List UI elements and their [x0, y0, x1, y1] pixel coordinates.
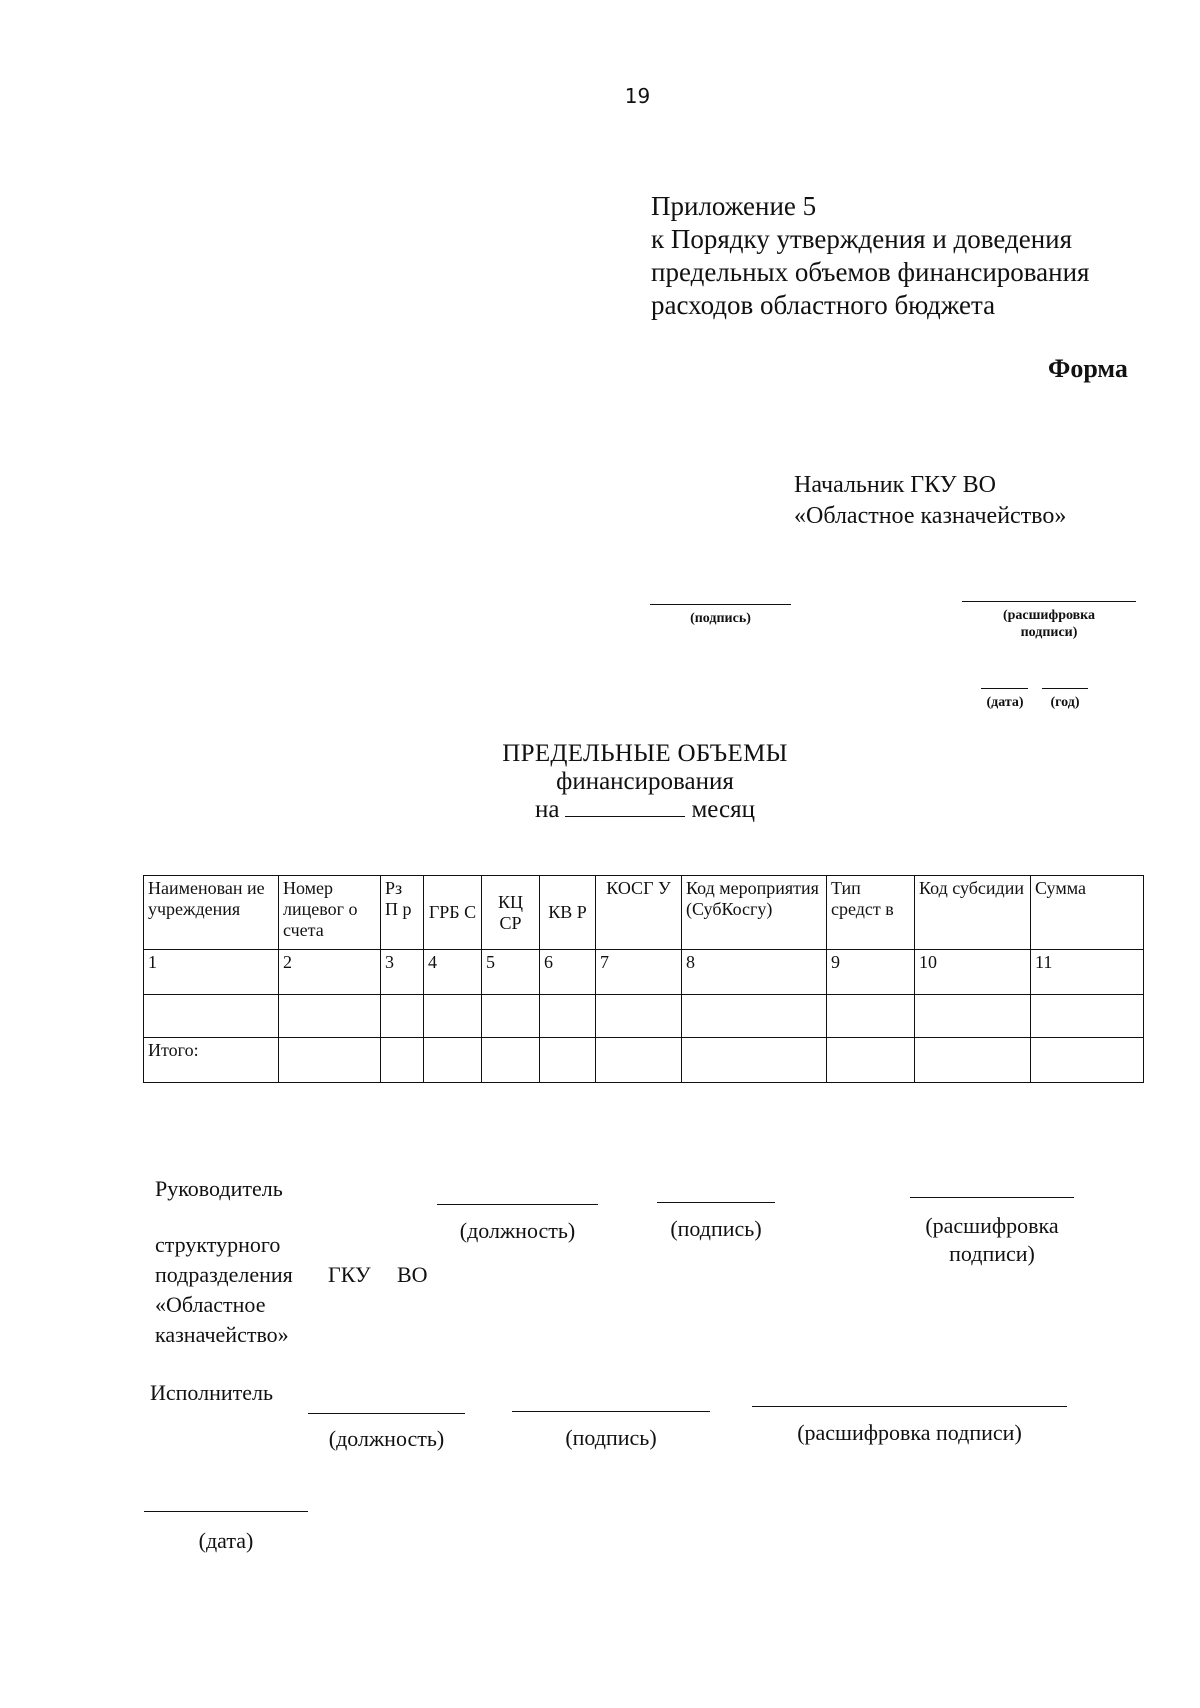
- header-subsidy-code: Код субсидии: [915, 876, 1031, 950]
- table-total-row: [144, 1038, 1144, 1083]
- table-cell[interactable]: [279, 1038, 381, 1083]
- table-cell[interactable]: [381, 1038, 424, 1083]
- col-number: 8: [682, 950, 827, 995]
- col-number: 2: [279, 950, 381, 995]
- approver-block: [794, 470, 1066, 532]
- table-cell[interactable]: [424, 1038, 482, 1083]
- col-number: 6: [540, 950, 596, 995]
- col-number: 10: [915, 950, 1031, 995]
- executor-label: Исполнитель: [150, 1380, 274, 1405]
- table-cell[interactable]: [279, 995, 381, 1038]
- executor-signature-caption: (подпись): [565, 1425, 657, 1450]
- appendix-line-3: предельных объемов финансирования: [651, 257, 1090, 287]
- table-cell[interactable]: [915, 1038, 1031, 1083]
- total-label: Итого:: [144, 1038, 279, 1083]
- table-cell[interactable]: [596, 1038, 682, 1083]
- table-cell[interactable]: [682, 995, 827, 1038]
- title-line-3-suffix: месяц: [691, 796, 755, 823]
- financing-table: [143, 875, 1144, 1083]
- table-cell[interactable]: [1031, 1038, 1144, 1083]
- col-number: 9: [827, 950, 915, 995]
- table-cell[interactable]: [482, 1038, 540, 1083]
- manager-org-1: «Областное: [155, 1292, 266, 1317]
- manager-division: подразделения: [155, 1262, 293, 1287]
- header-rzpr: Рз П р: [381, 876, 424, 950]
- header-kvr: КВ Р: [540, 876, 596, 950]
- appendix-line-2: к Порядку утверждения и доведения: [651, 224, 1073, 254]
- date-caption: (дата): [198, 1528, 254, 1553]
- manager-signature-caption: (подпись): [670, 1216, 762, 1241]
- executor-position-caption: (должность): [328, 1426, 445, 1451]
- header-institution: Наименован ие учреждения: [144, 876, 279, 950]
- table-cell[interactable]: [682, 1038, 827, 1083]
- date-line: [144, 1511, 308, 1512]
- appendix-line-1: Приложение 5: [651, 191, 817, 221]
- approver-year-caption: (год): [1050, 695, 1080, 710]
- manager-vo: ВО: [397, 1262, 428, 1287]
- approver-decode-caption-2: подписи): [1020, 625, 1078, 640]
- manager-decode-caption-1: (расшифровка: [925, 1213, 1059, 1238]
- executor-decode-line: [752, 1406, 1067, 1407]
- table-cell[interactable]: [1031, 995, 1144, 1038]
- approver-date-line: [981, 688, 1028, 689]
- header-kcsr: КЦ СР: [482, 876, 540, 950]
- manager-label: Руководитель: [155, 1176, 283, 1201]
- manager-structural: структурного: [155, 1232, 281, 1257]
- header-fund-type: Тип средст в: [827, 876, 915, 950]
- title-line-3-prefix: на: [535, 796, 560, 823]
- table-cell[interactable]: [827, 995, 915, 1038]
- appendix-line-4: расходов областного бюджета: [651, 290, 996, 320]
- header-grbs: ГРБ С: [424, 876, 482, 950]
- col-number: 5: [482, 950, 540, 995]
- table-cell[interactable]: [915, 995, 1031, 1038]
- manager-decode-caption-2: подписи): [949, 1241, 1035, 1266]
- manager-decode-caption: [900, 1212, 1084, 1268]
- table-cell[interactable]: [482, 995, 540, 1038]
- approver-date-caption: (дата): [986, 695, 1024, 710]
- form-label: Форма: [1048, 354, 1128, 383]
- approver-decode-caption: [962, 607, 1136, 641]
- manager-gku: ГКУ: [328, 1262, 371, 1287]
- col-number: 7: [596, 950, 682, 995]
- table-cell[interactable]: [827, 1038, 915, 1083]
- header-amount: Сумма: [1031, 876, 1144, 950]
- executor-decode-caption: (расшифровка подписи): [797, 1420, 1022, 1445]
- table-cell[interactable]: [424, 995, 482, 1038]
- approver-title: Начальник ГКУ ВО: [794, 472, 996, 498]
- table-cell[interactable]: [381, 995, 424, 1038]
- page-number: 19: [624, 84, 651, 108]
- approver-org: «Областное казначейство»: [794, 503, 1067, 529]
- table-header-row: [144, 876, 1144, 950]
- title-line-1: ПРЕДЕЛЬНЫЕ ОБЪЕМЫ: [502, 740, 788, 767]
- manager-decode-line: [910, 1197, 1074, 1198]
- table-cell[interactable]: [540, 995, 596, 1038]
- manager-position-line: [437, 1204, 598, 1205]
- approver-year-line: [1042, 688, 1088, 689]
- manager-signature-line: [657, 1202, 775, 1203]
- approver-decode-line: [962, 601, 1136, 602]
- approver-decode-caption-1: (расшифровка: [1002, 608, 1096, 623]
- month-blank: [565, 796, 685, 817]
- table-row: [144, 995, 1144, 1038]
- table-cell[interactable]: [540, 1038, 596, 1083]
- title-line-3: [0, 796, 1200, 824]
- header-kosgu: КОСГ У: [596, 876, 682, 950]
- col-number: 4: [424, 950, 482, 995]
- col-number: 3: [381, 950, 424, 995]
- executor-position-line: [308, 1413, 465, 1414]
- table-cell[interactable]: [596, 995, 682, 1038]
- manager-org-2: казначейство»: [155, 1322, 289, 1347]
- approver-signature-line: [650, 604, 791, 605]
- header-event-code: Код мероприятия (СубКосгу): [682, 876, 827, 950]
- appendix-block: [651, 190, 1089, 322]
- col-number: 11: [1031, 950, 1144, 995]
- approver-signature-caption: (подпись): [690, 611, 751, 626]
- table-row: [144, 950, 1144, 995]
- title-line-2: финансирования: [556, 768, 734, 795]
- header-account: Номер лицевог о счета: [279, 876, 381, 950]
- table-cell[interactable]: [144, 995, 279, 1038]
- document-title: [0, 740, 1200, 824]
- manager-position-caption: (должность): [459, 1218, 576, 1243]
- executor-signature-line: [512, 1411, 710, 1412]
- col-number: 1: [144, 950, 279, 995]
